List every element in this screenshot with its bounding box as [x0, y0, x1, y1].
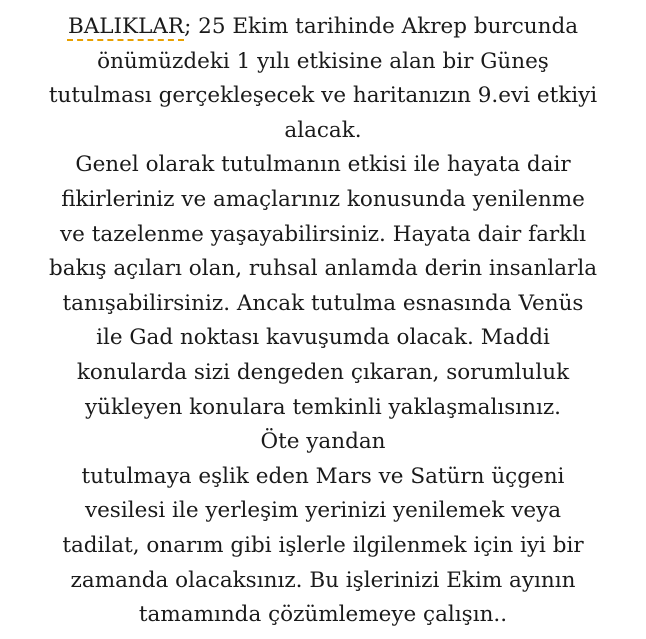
- spellcheck-flagged-word[interactable]: BALIKLAR: [67, 14, 185, 39]
- text-line: yükleyen konulara temkinli yaklaşmalısınız.: [84, 394, 562, 420]
- text-line: Genel olarak tutulmanın etkisi ile hayata dair: [75, 152, 571, 178]
- text-line: vesilesi ile yerleşim yerinizi yenilemek veya: [84, 498, 562, 524]
- text-line: zamanda olacaksınız. Bu işlerinizi Ekim ayının: [70, 567, 576, 593]
- text-line: tutulmaya eşlik eden Mars ve Satürn üçgeni: [81, 463, 565, 489]
- text-line: fikirleriniz ve amaçlarınız konusunda yenilenme: [61, 186, 585, 212]
- text-line: Öte yandan: [260, 429, 386, 455]
- text-line: bakış açıları olan, ruhsal anlamda derin insanlarla: [48, 256, 598, 282]
- text-line: ve tazelenme yaşayabilirsiniz. Hayata dair farklı: [60, 221, 586, 247]
- text-line: alacak.: [284, 117, 362, 143]
- text-line: ile Gad noktası kavuşumda olacak. Maddi: [96, 325, 550, 351]
- text-line: tadilat, onarım gibi işlerle ilgilenmek için iyi bir: [62, 532, 584, 558]
- text-line-rest: ; 25 Ekim tarihinde Akrep burcunda: [184, 14, 579, 39]
- text-line: tanışabilirsiniz. Ancak tutulma esnasında Venüs: [62, 290, 584, 316]
- text-line: tamamında çözümlemeye çalışın..: [138, 602, 508, 628]
- document-body: [0, 10, 646, 633]
- text-line: [0, 10, 646, 45]
- text-line: önümüzdeki 1 yılı etkisine alan bir Güneş: [97, 48, 549, 74]
- text-line: konularda sizi dengeden çıkaran, sorumluluk: [76, 359, 570, 385]
- text-line: tutulması gerçekleşecek ve haritanızın 9.evi etkiyi: [48, 83, 598, 109]
